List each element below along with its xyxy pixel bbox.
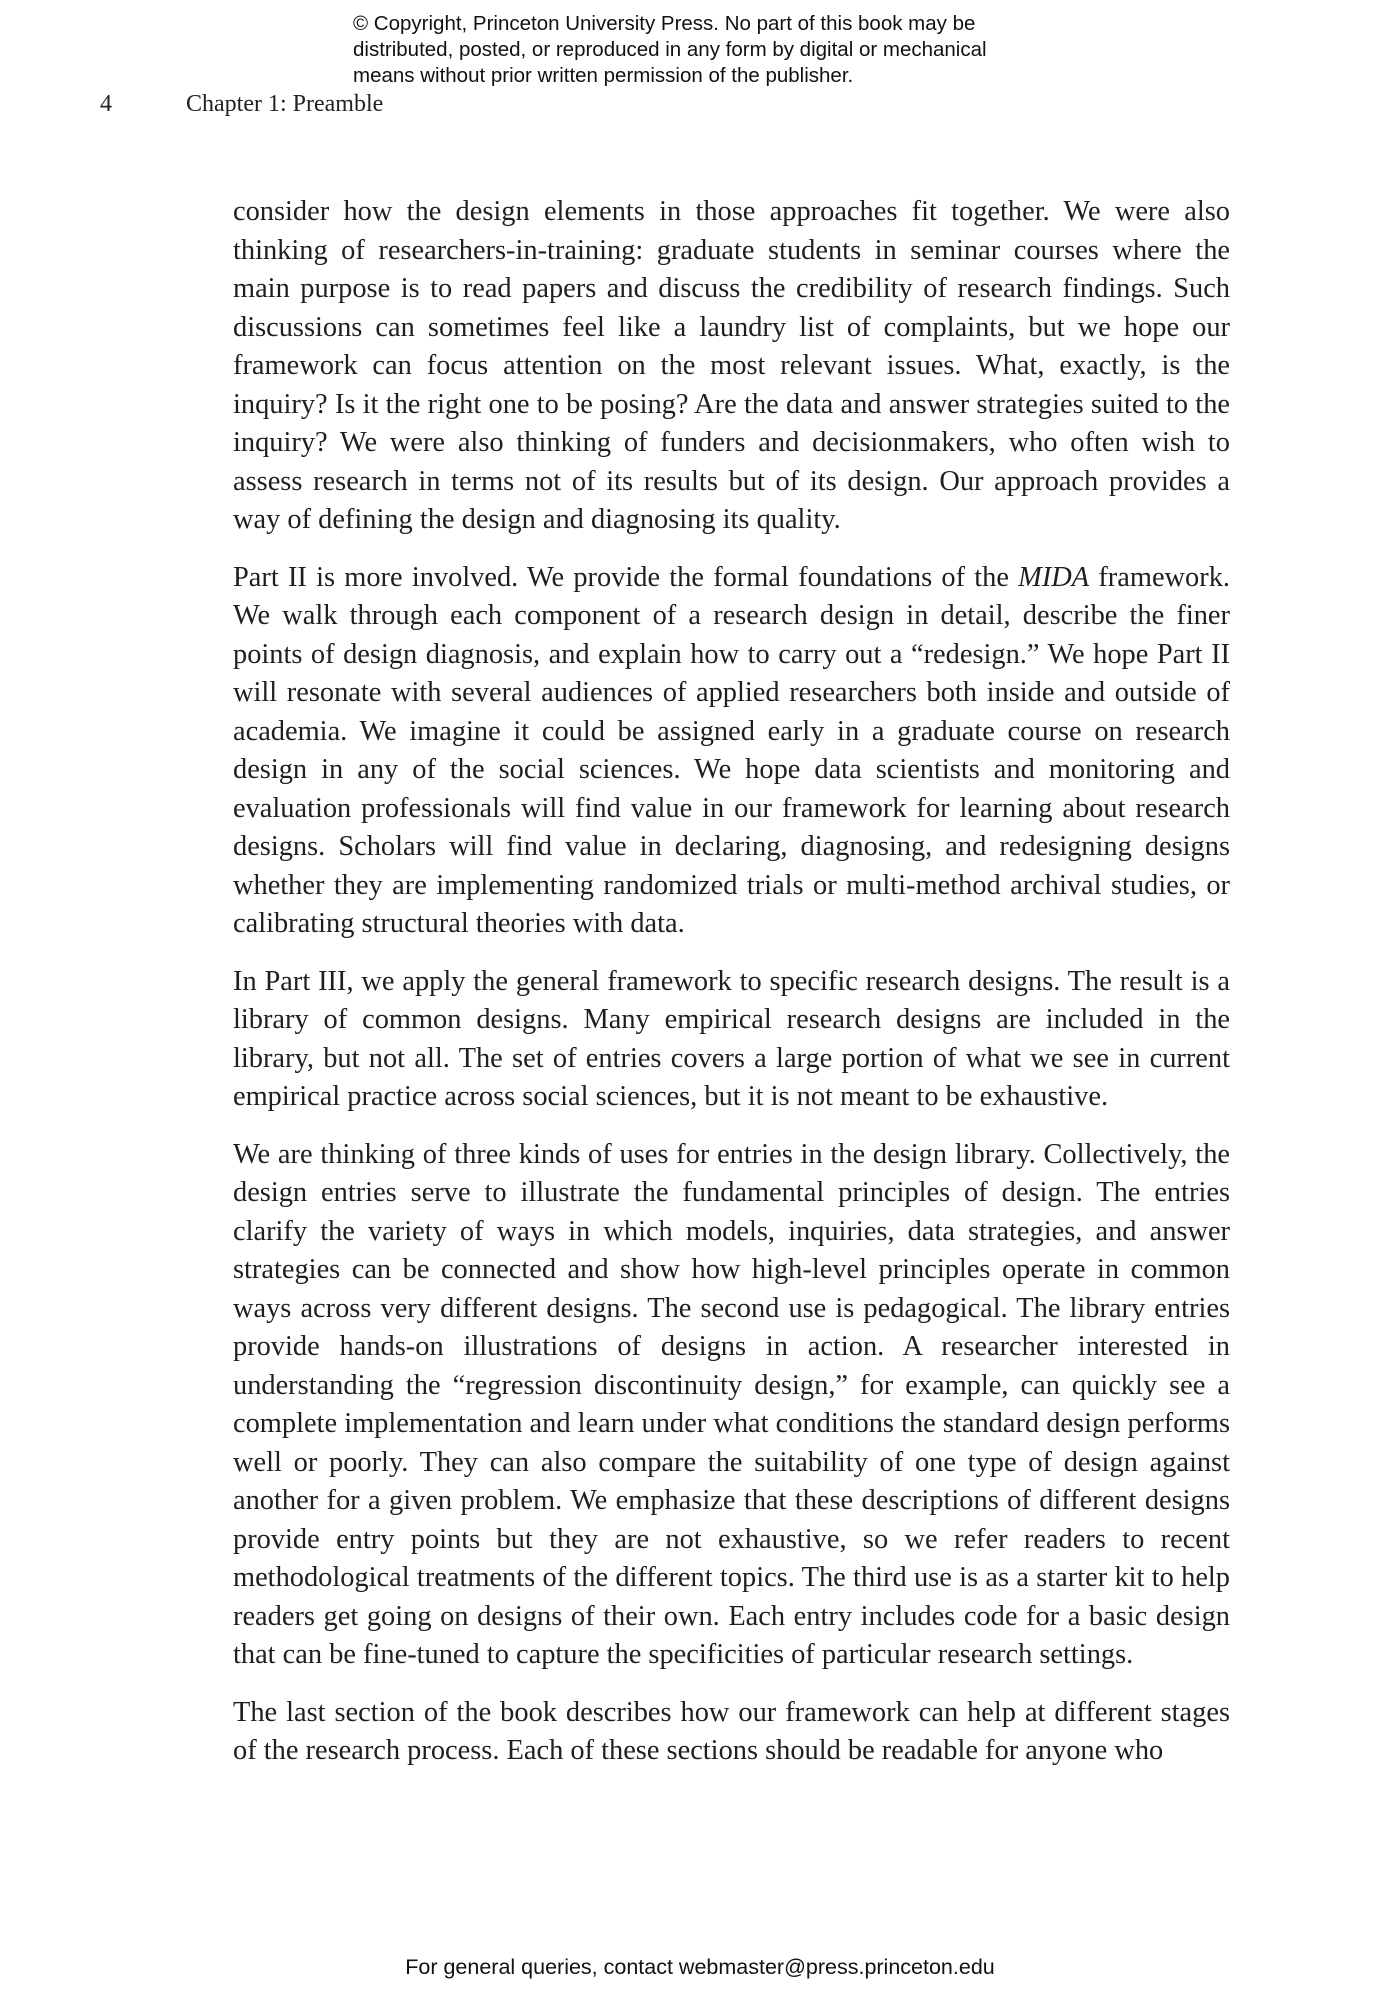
copyright-line: © Copyright, Princeton University Press. No part of this book may be — [353, 12, 976, 35]
running-head — [0, 91, 1400, 121]
chapter-title: Chapter 1: Preamble — [186, 91, 384, 117]
page-number: 4 — [100, 91, 112, 117]
body-text — [233, 193, 1230, 1790]
footer-contact: For general queries, contact webmaster@press.princeton.edu — [405, 1955, 995, 1979]
paragraph: In Part III, we apply the general framework to specific research designs. The result is a library of common designs. Many empirical research designs are included in the library, but not all. The set of entries covers a large portion of what we see in current empirical practice across social sciences, but it is not meant to be exhaustive. — [233, 965, 1230, 1112]
paragraph: We are thinking of three kinds of uses for entries in the design library. Collectively, the design entries serve to illustrate the fundamental principles of design. The entries clarify the variety of ways in which models, inquiries, data strategies, and answer strategies can be connected and show how high-level principles operate in common ways across very different designs. The second use is pedagogical. The library entries provide hands-on illustrations of designs in action. A researcher interested in understanding the “regression discontinuity design,” for example, can quickly see a complete implementation and learn under what conditions the standard design performs well or poorly. They can also compare the suitability of one type of design against another for a given problem. We emphasize that these descriptions of different designs provide entry points but they are not exhaustive, so we refer readers to recent methodological treatments of the different topics. The third use is as a starter kit to help readers get going on designs of their own. Each entry includes code for a basic design that can be fine-tuned to capture the specificities of particular research settings. — [233, 1138, 1230, 1670]
paragraph — [233, 559, 1230, 944]
paragraph: consider how the design elements in those approaches fit together. We were also thinking of researchers-in-training: graduate students in seminar courses where the main purpose is to read papers and discuss the credibility of research findings. Such discussions can sometimes feel like a laundry list of complaints, but we hope our framework can focus attention on the most relevant issues. What, exactly, is the inquiry? Is it the right one to be posing? Are the data and answer strategies suited to the inquiry? We were also thinking of funders and decisionmakers, who often wish to assess research in terms not of its results but of its design. Our approach provides a way of defining the design and diagnosing its quality. — [233, 196, 1230, 535]
copyright-line: distributed, posted, or reproduced in any form by digital or mechanical — [353, 38, 987, 61]
copyright-notice — [353, 11, 1113, 89]
paragraph: The last section of the book describes how our framework can help at different stages of the research process. Each of these sections should be readable for anyone who — [233, 1696, 1230, 1766]
paragraph-text: Part II is more involved. We provide the formal foundations of the — [233, 561, 1019, 593]
paragraph-text: framework. We walk through each component of a research design in detail, describe the finer points of design diagnosis, and explain how to carry out a “redesign.” We hope Part II will resonate with several audiences of applied researchers both inside and outside of academia. We imagine it could be assigned early in a graduate course on research design in any of the social sciences. We hope data scientists and monitoring and evaluation professionals will find value in our framework for learning about research designs. Scholars will find value in declaring, diagnosing, and redesigning designs whether they are implementing randomized trials or multi-method archival studies, or calibrating structural theories with data. — [233, 561, 1230, 939]
emphasis-mida: MIDA — [1018, 561, 1090, 593]
copyright-line: means without prior written permission of the publisher. — [353, 64, 854, 87]
